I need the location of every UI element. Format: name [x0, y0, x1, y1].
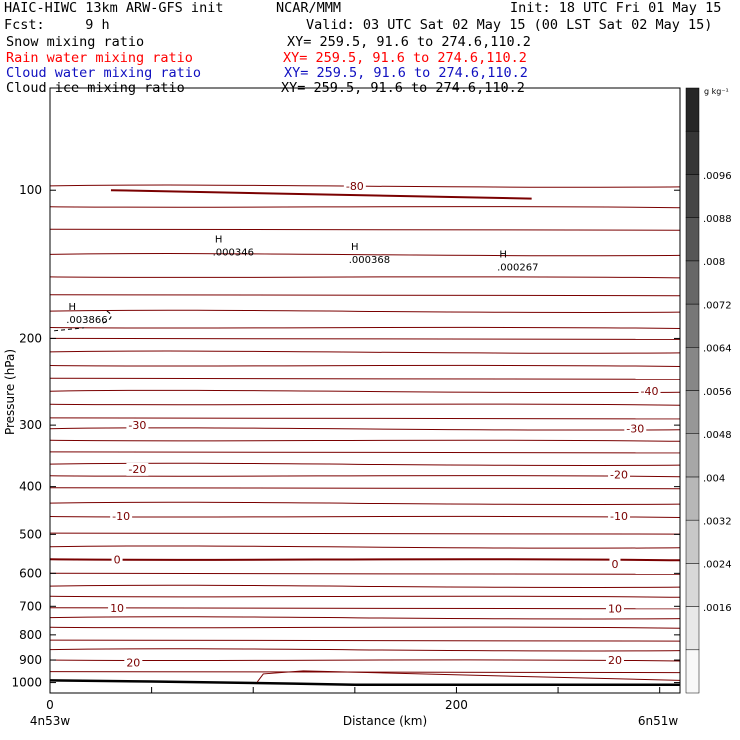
isotherm-line: [50, 585, 680, 587]
colorbar-segment: [686, 88, 699, 131]
isotherm-line: [50, 488, 680, 489]
isotherm-line: [50, 365, 680, 366]
isotherm-label: 20: [607, 654, 622, 668]
isotherm-line: [50, 327, 680, 328]
isotherm-label: -20: [610, 468, 629, 482]
colorbar-segment: [686, 391, 699, 434]
colorbar-tick-label: .0048: [703, 430, 732, 442]
terrain-line: [50, 680, 680, 684]
isotherm-label: -10: [112, 510, 131, 524]
isotherm-line: [50, 596, 680, 597]
y-tick-label: 700: [19, 599, 42, 614]
maximum-marker: H: [214, 234, 223, 246]
isotherm-line: [50, 229, 680, 230]
isotherm-line: [50, 390, 680, 392]
plot-source: NCAR/MMM: [276, 0, 342, 16]
isotherm-label: 10: [607, 602, 622, 616]
y-tick-label: 1000: [11, 675, 42, 690]
isotherm-line: [50, 310, 680, 312]
colorbar-tick-label: .004: [703, 473, 726, 485]
colorbar-tick-label: .0088: [703, 213, 732, 225]
colorbar-tick-label: .008: [703, 257, 726, 269]
isotherm-line: [50, 649, 680, 651]
colorbar-segment: [686, 477, 699, 520]
colorbar-segment: [686, 347, 699, 390]
forecast-hour: Fcst: 9 h: [4, 17, 110, 33]
x-start-location: 4n53w: [29, 714, 71, 728]
colorbar-tick-label: .0056: [703, 386, 732, 398]
isotherm-line: [50, 573, 680, 574]
isotherm-label: -80: [345, 179, 364, 193]
isotherm-line: [50, 295, 680, 296]
colorbar-segment: [686, 304, 699, 347]
field-snow-name: Snow mixing ratio: [6, 34, 145, 50]
y-axis-label: Pressure (hPa): [3, 348, 17, 436]
field-rain-xy: XY= 259.5, 91.6 to 274.6,110.2: [283, 50, 527, 66]
y-tick-label: 100: [19, 183, 42, 198]
colorbar-segment: [686, 174, 699, 217]
maximum-marker: H: [499, 249, 507, 261]
isotherm-line: [50, 338, 680, 339]
y-tick-label: 300: [19, 418, 42, 433]
isotherm-line: [50, 516, 680, 517]
isotherm-label: 10: [110, 601, 125, 615]
isotherm-line: [50, 617, 680, 619]
colorbar-tick-label: .0096: [703, 170, 732, 182]
maximum-value: .003866: [66, 314, 108, 326]
colorbar: [686, 88, 732, 693]
y-tick-label: 900: [19, 653, 42, 668]
isotherm-label: -20: [128, 462, 147, 476]
colorbar-segment: [686, 607, 699, 650]
y-tick-label: 600: [19, 566, 42, 581]
isotherm-line: [50, 440, 680, 441]
y-tick-label: 800: [19, 627, 42, 642]
y-tick-label: 200: [19, 331, 42, 346]
isotherm-line: [50, 207, 680, 208]
x-end-location: 6n51w: [637, 714, 679, 728]
colorbar-segment: [686, 131, 699, 174]
field-cloudwater-name: Cloud water mixing ratio: [6, 65, 202, 81]
field-cloudwater-xy: XY= 259.5, 91.6 to 274.6,110.2: [284, 65, 528, 81]
field-cloudice-name: Cloud ice mixing ratio: [6, 80, 185, 96]
isotherm-line: [50, 533, 680, 534]
y-tick-label: 400: [19, 479, 42, 494]
maximum-value: .000368: [348, 255, 391, 267]
isotherm-line: [50, 277, 680, 278]
isotherm-label: 0: [113, 553, 121, 567]
colorbar-segment: [686, 650, 699, 693]
maximum-value: .000267: [497, 262, 539, 274]
isotherm-label: 0: [611, 557, 619, 571]
isotherm-line-bold: [111, 190, 532, 198]
colorbar-tick-label: .0024: [703, 559, 732, 571]
axis-ticks: [11, 183, 680, 712]
colorbar-tick-label: .0064: [703, 343, 732, 355]
colorbar-segment: [686, 434, 699, 477]
valid-time: Valid: 03 UTC Sat 02 May 15 (00 LST Sat 02 May 15): [306, 17, 713, 33]
isotherm-line: [50, 404, 680, 405]
field-snow-xy: XY= 259.5, 91.6 to 274.6,110.2: [287, 34, 531, 50]
maximum-value: .000346: [212, 247, 254, 259]
isotherm-label: 20: [126, 656, 141, 670]
isotherm-line: [50, 452, 680, 453]
contour-layer: [50, 180, 680, 673]
x-tick-label: 0: [46, 698, 54, 712]
terrain-layer: [50, 671, 680, 685]
colorbar-segment: [686, 563, 699, 606]
maximum-marker: H: [68, 301, 77, 313]
isotherm-line: [50, 502, 680, 504]
isotherm-label: -30: [128, 419, 147, 433]
colorbar-segment: [686, 261, 699, 304]
isotherm-line: [50, 608, 680, 609]
colorbar-tick-label: .0032: [703, 516, 732, 528]
colorbar-segment: [686, 218, 699, 261]
isotherm-line: [50, 559, 680, 560]
isotherm-line: [50, 546, 680, 548]
maximum-marker: H: [350, 242, 359, 254]
init-time: Init: 18 UTC Fri 01 May 15: [510, 0, 722, 16]
colorbar-tick-label: .0016: [703, 602, 732, 614]
y-tick-label: 500: [19, 527, 42, 542]
isotherm-line: [50, 378, 680, 379]
isotherm-line: [50, 627, 680, 628]
x-tick-label: 200: [444, 698, 468, 712]
isotherm-label: -30: [626, 422, 645, 436]
field-rain-name: Rain water mixing ratio: [6, 50, 193, 66]
isotherm-line: [50, 351, 680, 353]
plot-title: HAIC-HIWC 13km ARW-GFS init: [4, 0, 224, 16]
field-cloudice-xy: XY= 259.5, 91.6 to 274.6,110.2: [281, 80, 525, 96]
colorbar-segment: [686, 520, 699, 563]
isotherm-line: [50, 660, 680, 661]
colorbar-unit: g kg⁻¹: [704, 87, 729, 96]
isotherm-label: -40: [640, 385, 659, 399]
isotherm-label: -10: [610, 510, 629, 524]
x-axis-label: Distance (km): [342, 714, 428, 728]
isotherm-line: [50, 640, 680, 641]
colorbar-tick-label: .0072: [703, 300, 732, 312]
